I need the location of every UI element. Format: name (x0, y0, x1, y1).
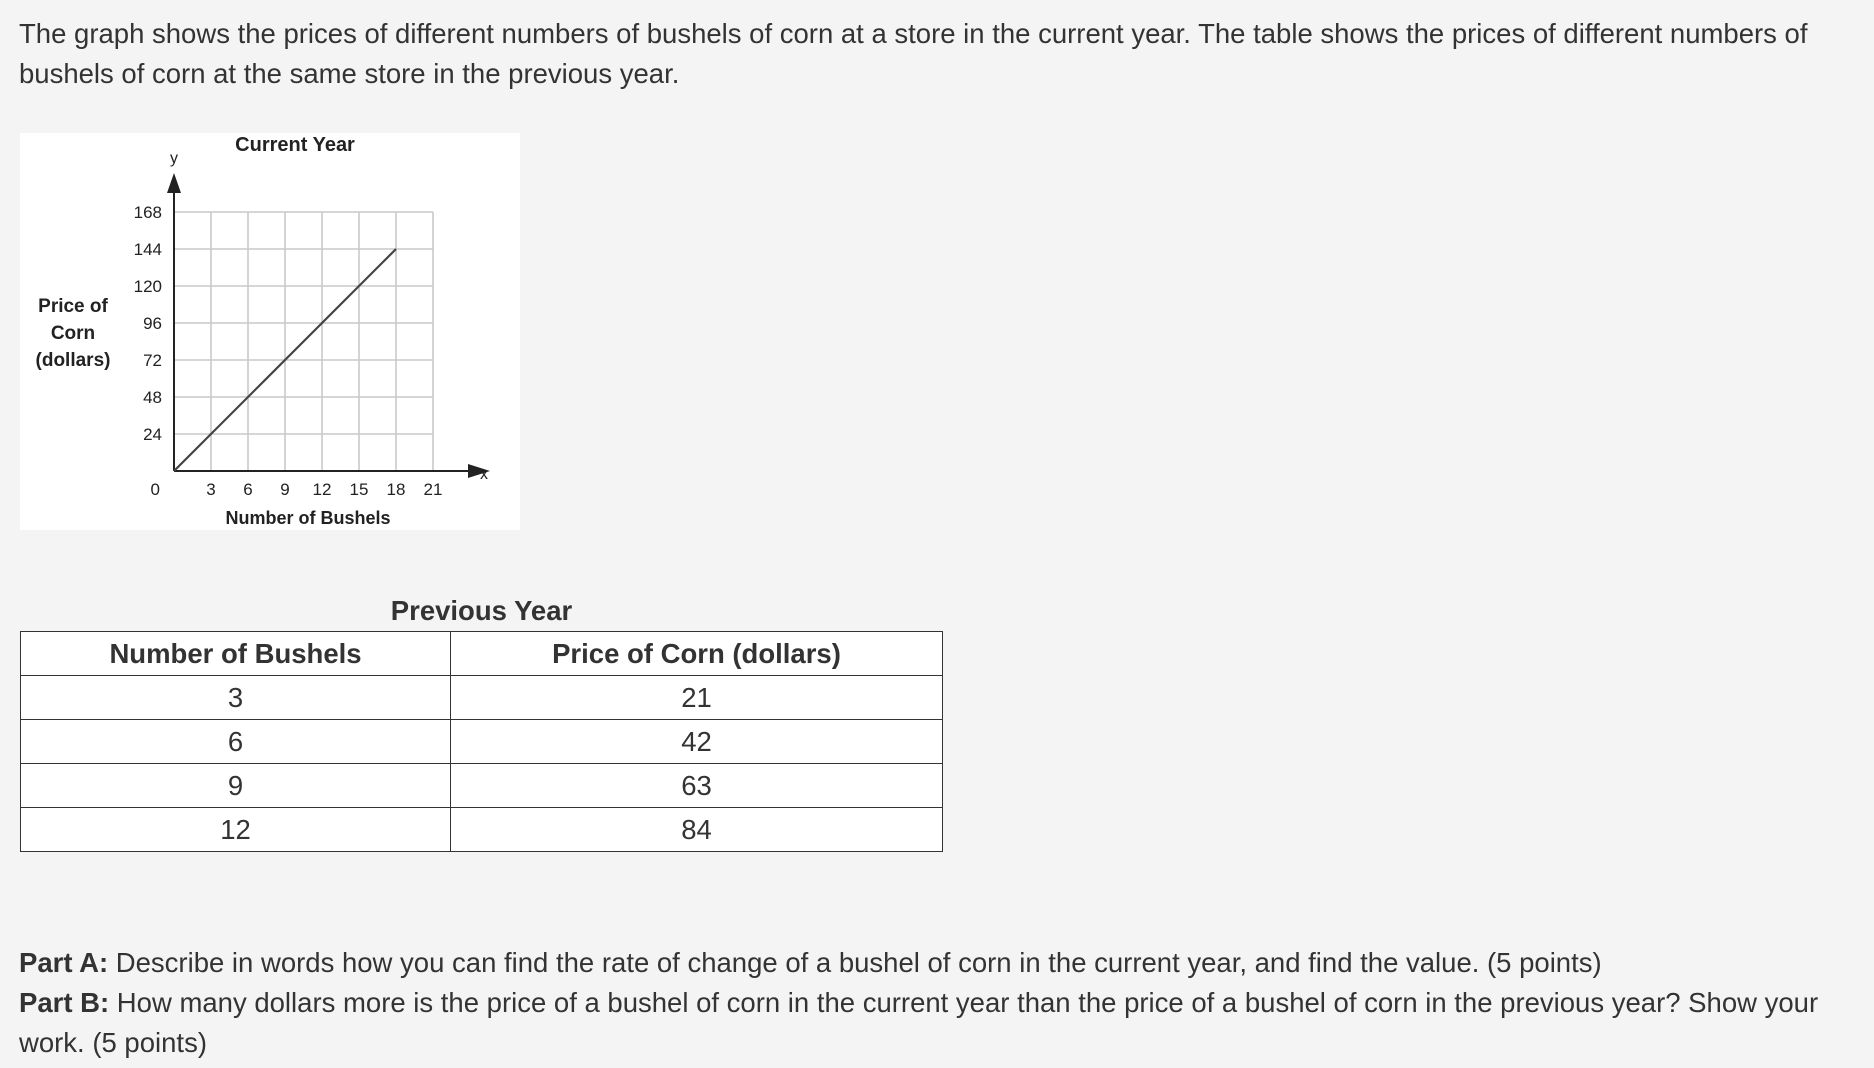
cell-price: 21 (451, 676, 943, 720)
y-axis-label-line: Price of (38, 296, 108, 317)
x-tick-label: 21 (423, 480, 443, 499)
table-row (21, 676, 943, 720)
cell-bushels: 6 (21, 720, 451, 764)
part-a-text: Describe in words how you can find the rate of change of a bushel of corn in the current year, and find the value. (5 points) (108, 947, 1602, 978)
x-tick-label: 3 (206, 480, 216, 499)
part-a (19, 943, 1864, 983)
questions (19, 943, 1864, 1063)
cell-price: 63 (451, 764, 943, 808)
cell-bushels: 9 (21, 764, 451, 808)
cell-price: 42 (451, 720, 943, 764)
chart-labels (36, 134, 488, 528)
table-row (21, 720, 943, 764)
chart-svg (20, 133, 520, 530)
x-tick-label: 6 (243, 480, 253, 499)
problem-intro: The graph shows the prices of different numbers of bushels of corn at a store in the current year. The table shows the prices of different numbers of bushels of corn at the same store in the previous year. (19, 18, 1808, 89)
chart-axes (167, 173, 490, 478)
part-a-label: Part A: (19, 947, 109, 978)
y-axis-label-line: (dollars) (35, 350, 111, 371)
previous-year-table (20, 631, 943, 852)
current-year-graph (20, 133, 520, 530)
y-axis-letter: y (170, 150, 178, 167)
y-tick-label: 168 (133, 203, 162, 222)
x-tick-label: 15 (349, 480, 369, 499)
x-tick-label: 18 (386, 480, 406, 499)
y-tick-label: 24 (143, 425, 162, 444)
table-row (21, 764, 943, 808)
part-b-text: How many dollars more is the price of a bushel of corn in the current year than the price of a bushel of corn in the previous year? Show your work. (5 points) (19, 987, 1819, 1058)
cell-bushels: 3 (21, 676, 451, 720)
part-b (19, 983, 1864, 1063)
y-tick-label: 72 (143, 351, 162, 370)
chart-title: Current Year (235, 134, 355, 156)
y-tick-label: 96 (143, 314, 162, 333)
x-tick-label: 12 (312, 480, 332, 499)
x-axis-letter: x (480, 466, 488, 483)
header-price: Price of Corn (dollars) (451, 632, 943, 676)
y-tick-label: 120 (133, 277, 162, 296)
y-tick-label: 144 (133, 240, 162, 259)
cell-price: 84 (451, 808, 943, 852)
cell-bushels: 12 (21, 808, 451, 852)
table-row (21, 808, 943, 852)
y-axis-arrow-icon (167, 173, 181, 193)
part-b-label: Part B: (19, 987, 110, 1018)
origin-label: 0 (150, 480, 160, 499)
table-header-row (21, 632, 943, 676)
header-bushels: Number of Bushels (21, 632, 451, 676)
table-title: Previous Year (390, 595, 573, 626)
y-axis-label-line: Corn (50, 323, 96, 344)
x-tick-label: 9 (280, 480, 290, 499)
y-tick-label: 48 (143, 388, 162, 407)
x-axis-label: Number of Bushels (225, 508, 391, 528)
